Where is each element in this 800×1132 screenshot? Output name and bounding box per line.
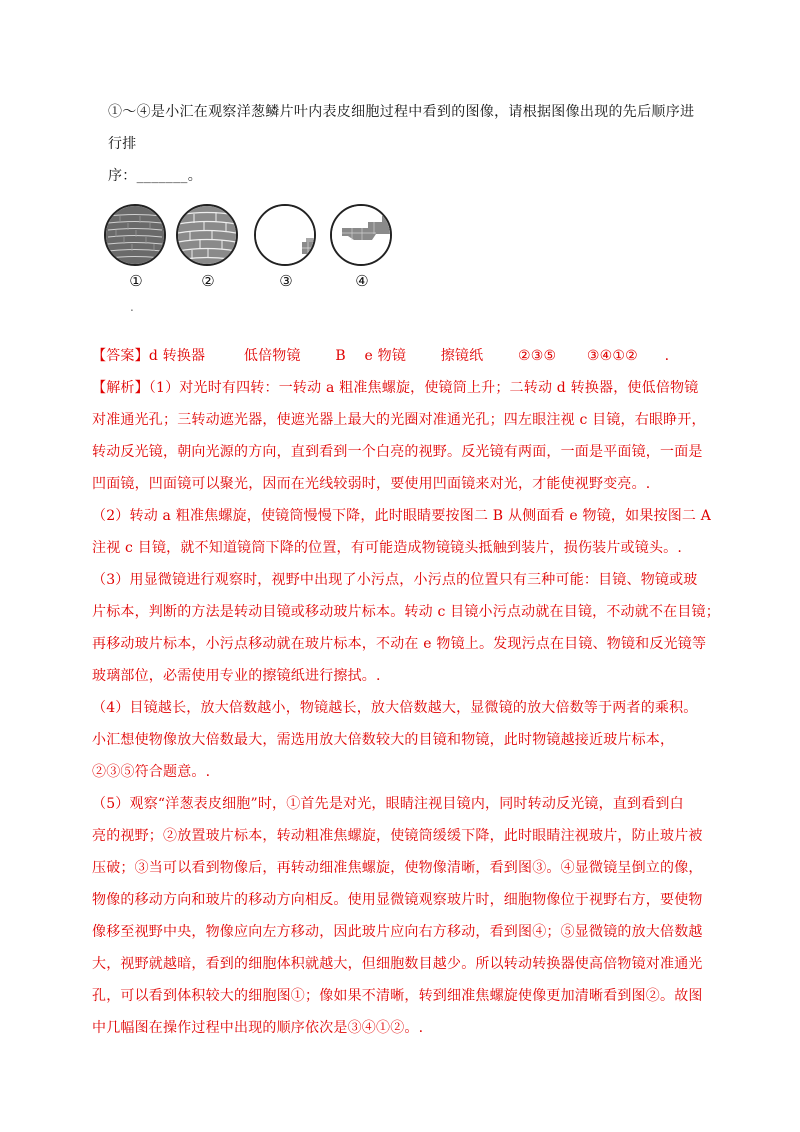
- analysis-line: 转动反光镜，朝向光源的方向，直到看到一个白亮的视野。反光镜有两面，一面是平面镜，一面是: [92, 444, 703, 460]
- analysis-line: 像移至视野中央，物像应向左方移动，因此玻片应向右方移动，看到图④；⑤显微镜的放大倍数越: [92, 924, 703, 940]
- figure-4-label: ④: [355, 272, 369, 290]
- analysis-line: 大，视野就越暗，看到的细胞体积就越大，但细胞数目越少。所以转动转换器使高倍物镜对准通光: [92, 956, 703, 972]
- answer-item-2: 低倍物镜: [243, 348, 301, 364]
- answer-item-6: ②③⑤: [517, 348, 557, 364]
- answer-item-1: d 转换器: [148, 348, 206, 364]
- analysis-line: ②③⑤符合题意。.: [92, 764, 211, 780]
- answer-tag: 【答案】: [92, 348, 149, 364]
- analysis-line: 孔，可以看到体积较大的细胞图①；像如果不清晰，转到细准焦螺旋使像更加清晰看到图②。故图: [92, 988, 703, 1004]
- analysis-line: （2）转动 a 粗准焦螺旋，使镜筒慢慢下降，此时眼睛要按图二 B 从侧面看 e 物镜，如果按图二 A: [92, 508, 712, 524]
- analysis-line: （3）用显微镜进行观察时，视野中出现了小污点，小污点的位置只有三种可能：目镜、物镜或玻: [92, 572, 698, 588]
- analysis-line: 对准通光孔；三转动遮光器，使遮光器上最大的光圈对准通光孔；四左眼注视 c 目镜，右眼睁开，: [92, 412, 706, 428]
- analysis-line: 玻璃部位，必需使用专业的擦镜纸进行擦拭。.: [92, 668, 381, 684]
- analysis-block: [92, 372, 720, 1044]
- figure-1-cells: [106, 206, 164, 264]
- figure-4-cells: [332, 206, 390, 264]
- answer-end: .: [664, 348, 670, 364]
- question-line-1: ①～④是小汇在观察洋葱鳞片叶内表皮细胞过程中看到的图像，请根据图像出现的先后顺序进行排: [108, 104, 695, 152]
- figure-3-label: ③: [279, 272, 293, 290]
- figure-2-label: ②: [201, 272, 215, 290]
- analysis-line: 注视 c 目镜，就不知道镜筒下降的位置，有可能造成物镜镜头抵触到装片，损伤装片或镜头。.: [92, 540, 682, 556]
- figure-2-image: [176, 204, 238, 266]
- question-line-2: 序：_______。: [108, 168, 202, 184]
- analysis-line: 再移动玻片标本，小污点移动就在玻片标本，不动在 e 物镜上。发现污点在目镜、物镜和反光镜等: [92, 636, 707, 652]
- figure-1-label: ①: [129, 272, 143, 290]
- analysis-line: 【解析】（1）对光时有四转：一转动 a 粗准焦螺旋，使镜筒上升；二转动 d 转换器，使低倍物镜: [92, 380, 699, 396]
- analysis-line: 物像的移动方向和玻片的移动方向相反。使用显微镜观察玻片时，细胞物像位于视野右方，要使物: [92, 892, 703, 908]
- question-text: [108, 96, 708, 192]
- figure-3-cells: [256, 206, 314, 264]
- analysis-line: 片标本，判断的方法是转动目镜或移动玻片标本。转动 c 目镜小污点动就在目镜，不动就不在目镜；: [92, 604, 720, 620]
- microscope-figures: [104, 204, 404, 314]
- answer-item-3: B: [335, 348, 346, 364]
- figure-3-image: [254, 204, 316, 266]
- analysis-line: 压破；③当可以看到物像后，再转动细准焦螺旋，使物像清晰，看到图③。④显微镜呈倒立的像，: [92, 860, 703, 876]
- answer-item-4: e 物镜: [364, 348, 407, 364]
- analysis-line: （4）目镜越长，放大倍数越小，物镜越长，放大倍数越大，显微镜的放大倍数等于两者的乘积。: [92, 700, 698, 716]
- analysis-line: （5）观察“洋葱表皮细胞”时，①首先是对光，眼睛注视目镜内，同时转动反光镜，直到看到白: [92, 796, 684, 812]
- answer-item-5: 擦镜纸: [440, 348, 484, 364]
- answer-item-7: ③④①②: [586, 348, 638, 364]
- figure-4-image: [330, 204, 392, 266]
- answer-line: [92, 340, 712, 372]
- figure-trailing-dot: .: [130, 300, 134, 314]
- figure-1-image: [104, 204, 166, 266]
- analysis-line: 凹面镜，凹面镜可以聚光，因而在光线较弱时，要使用凹面镜来对光，才能使视野变亮。.: [92, 476, 651, 492]
- analysis-line: 亮的视野；②放置玻片标本，转动粗准焦螺旋，使镜筒缓缓下降，此时眼睛注视玻片，防止玻片被: [92, 828, 703, 844]
- figure-2-cells: [178, 206, 236, 264]
- analysis-line: 中几幅图在操作过程中出现的顺序依次是③④①②。.: [92, 1020, 424, 1036]
- analysis-line: 小汇想使物像放大倍数最大，需选用放大倍数较大的目镜和物镜，此时物镜越接近玻片标本，: [92, 732, 675, 748]
